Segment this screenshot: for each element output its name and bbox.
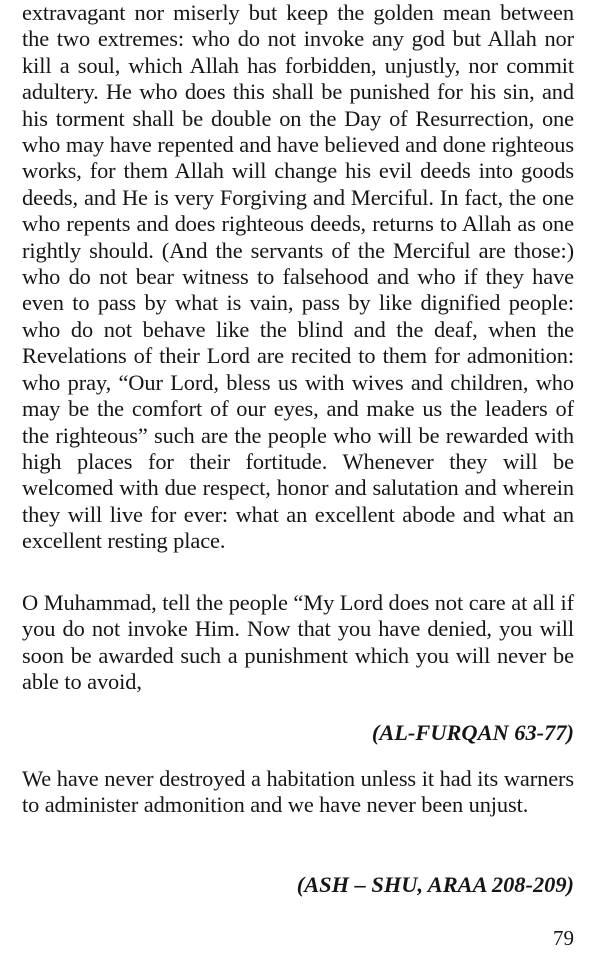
page-number: 79 <box>553 926 574 950</box>
paragraph-muhammad-address: O Muhammad, tell the people “My Lord does not care at all if you do not invoke Him. Now that you have denied, you will soon be awarded such a punishment which you will never be able to avoid, <box>22 590 574 695</box>
citation-ash-shuaraa: (ASH – SHU, ARAA 208-209) <box>296 872 574 897</box>
paragraph-furqan-passage: extravagant nor miserly but keep the golden mean between the two extremes: who do not invoke any god but Allah nor kill a soul, which Allah has forbidden, unjustly, nor commit adultery. He who does this shall be punished for his sin, and his torment shall be double on the Day of Resurrection, one who may have repented and have believed and done righteous works, for them Allah will change his evil deeds into goods deeds, and He is very Forgiving and Merciful. In fact, the one who repents and does righteous deeds, returns to Allah as one rightly should. (And the servants of the Merciful are those:) who do not bear witness to falsehood and who if they have even to pass by what is vain, pass by like dignified people: who do not behave like the blind and the deaf, when the Revelations of their Lord are recited to them for admonition: who pray, “Our Lord, bless us with wives and children, who may be the comfort of our eyes, and make us the leaders of the righteous” such are the people who will be rewarded with high places for their fortitude. Whenever they will be welcomed with due respect, honor and salutation and wherein they will live for ever: what an excellent abode and what an excellent resting place. <box>22 0 574 554</box>
citation-al-furqan: (AL-FURQAN 63-77) <box>371 720 574 745</box>
paragraph-habitation-warners: We have never destroyed a habitation unless it had its warners to administer admonition and we have never been unjust. <box>22 766 574 818</box>
